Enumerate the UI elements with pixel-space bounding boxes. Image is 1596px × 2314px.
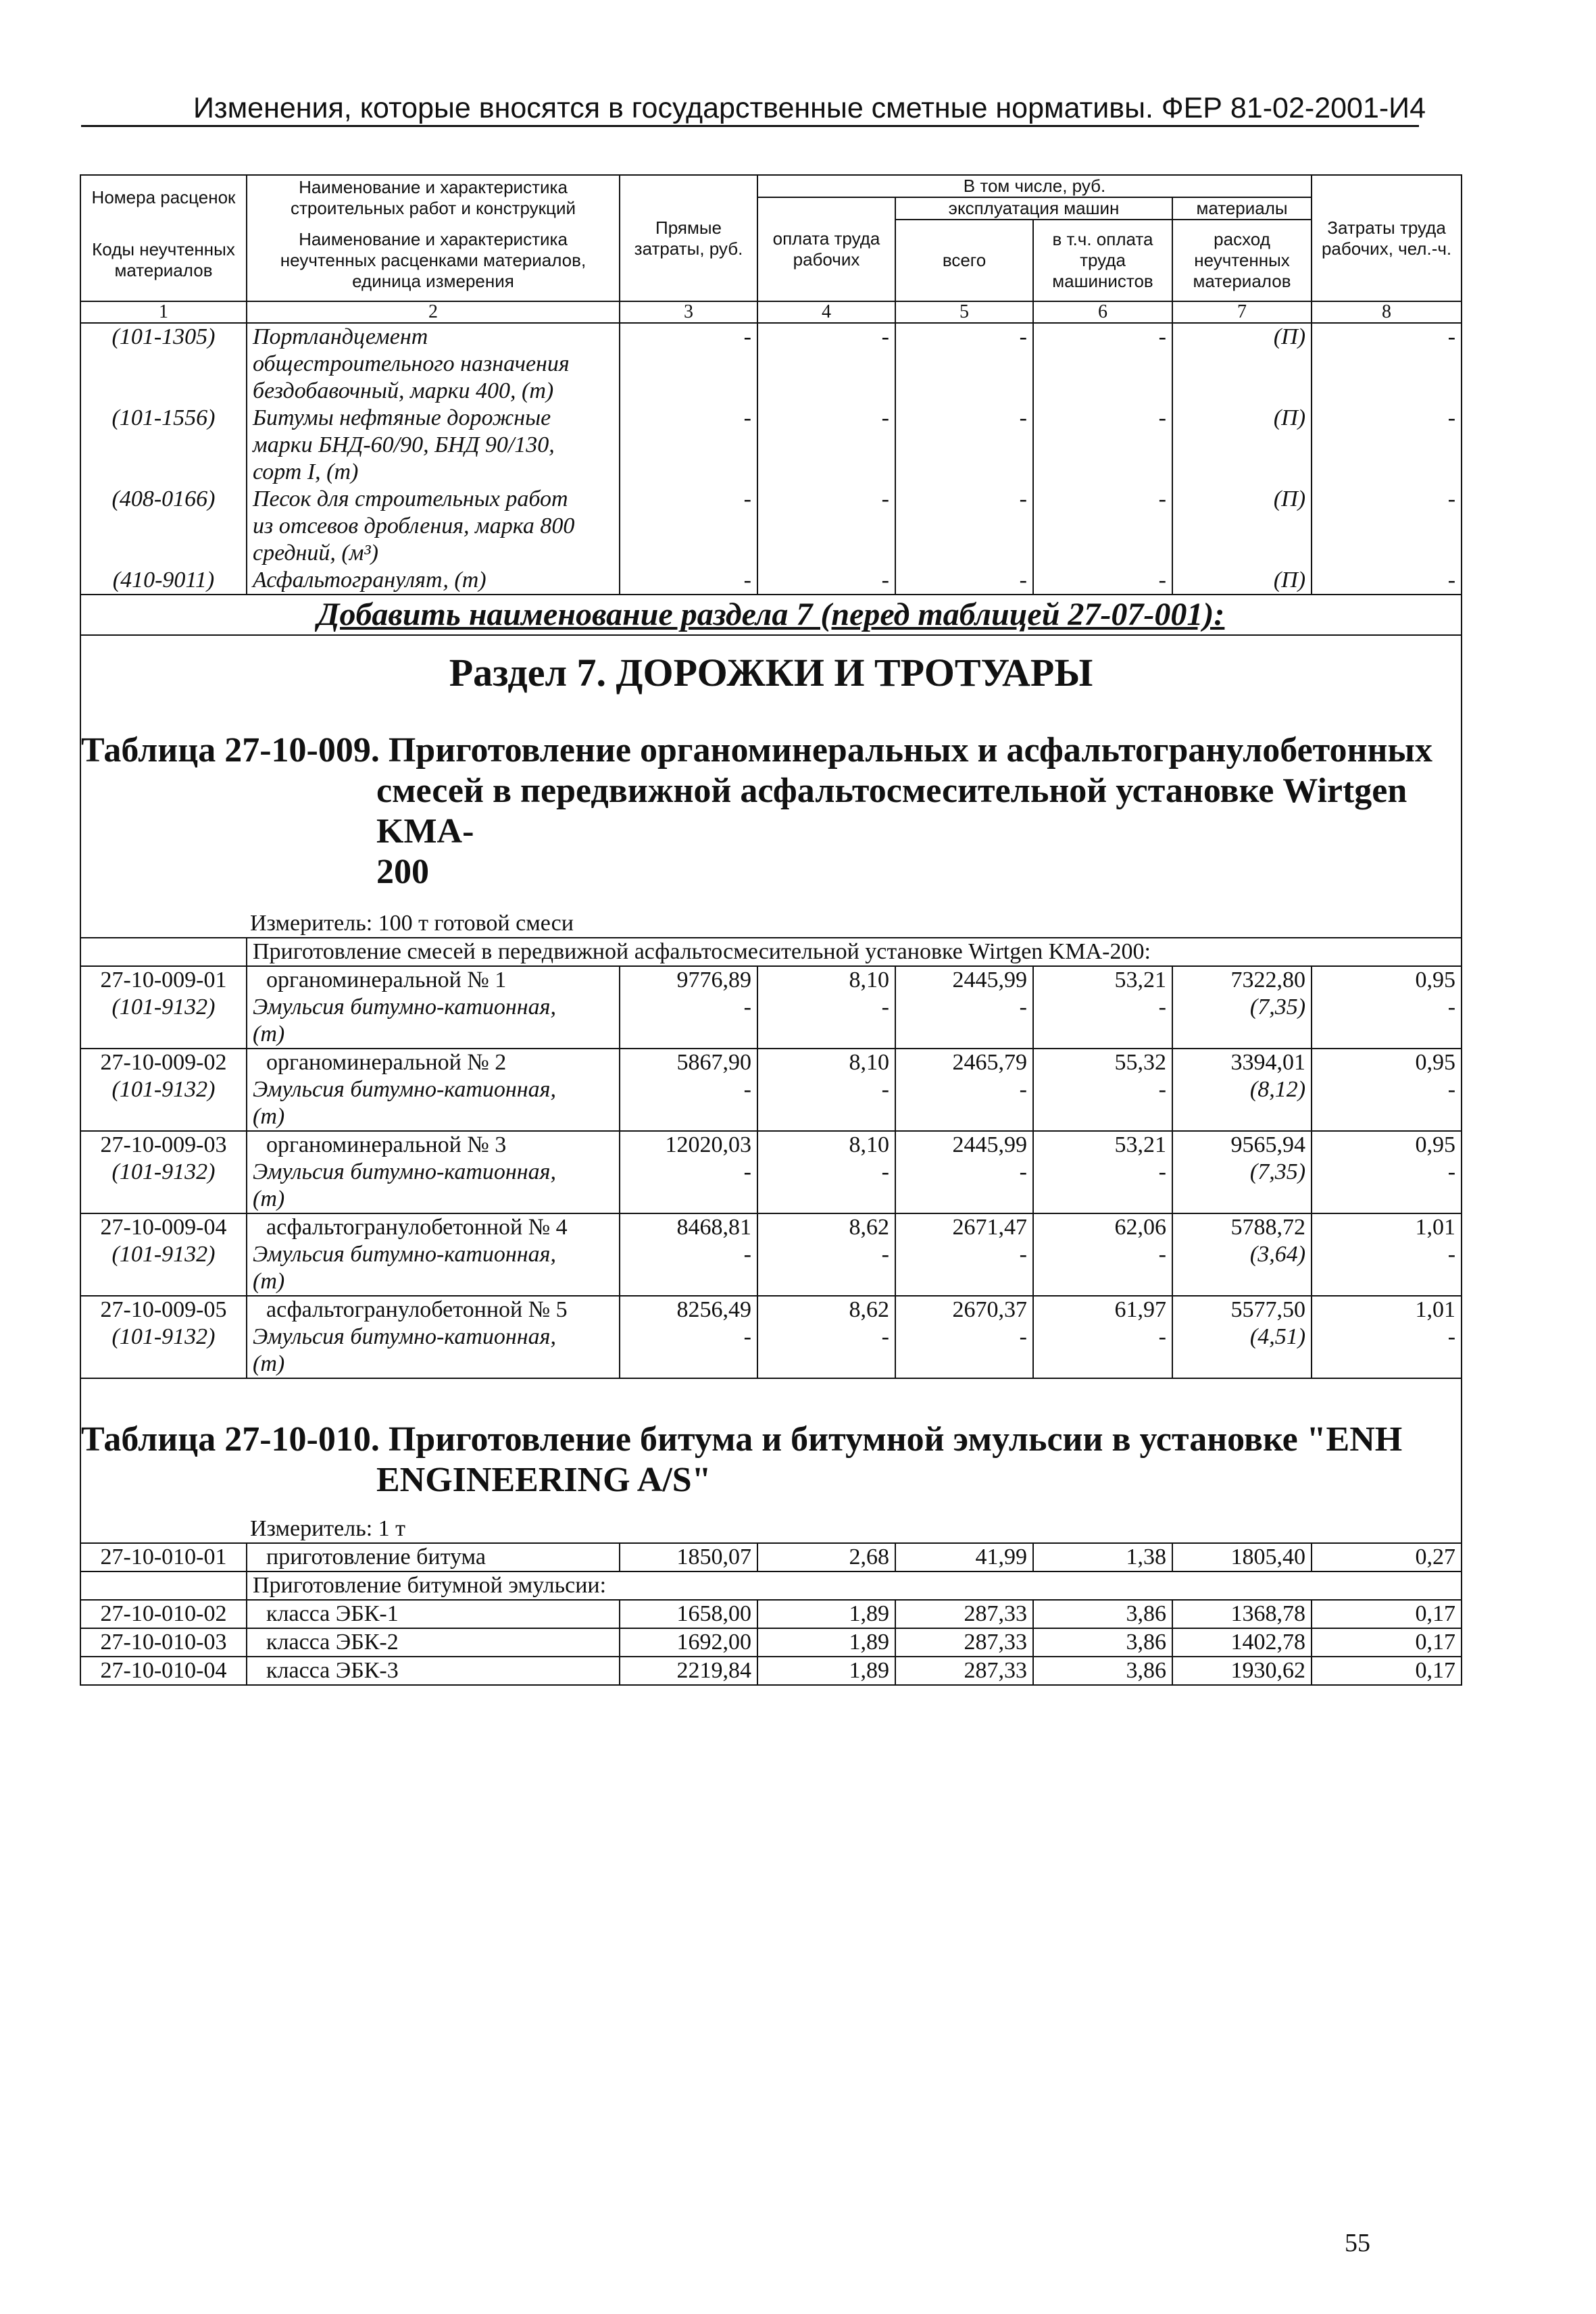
cell: 2670,37 — [895, 1296, 1033, 1324]
cell: 0,17 — [1312, 1600, 1462, 1628]
material-row — [80, 323, 1462, 405]
cell: 61,97 — [1033, 1296, 1172, 1324]
cell: 1,01 — [1312, 1213, 1462, 1241]
cell: 1,89 — [757, 1600, 895, 1628]
cell: - — [1312, 994, 1462, 1049]
cell: - — [757, 486, 895, 567]
material-row — [80, 567, 1462, 595]
col1-header-top: Номера расценок — [80, 175, 247, 220]
material-code: (410-9011) — [80, 567, 247, 595]
material-name: Эмульсия битумно-катионная, (т) — [247, 1076, 620, 1131]
table-row — [80, 1296, 1462, 1324]
cell: 8,10 — [757, 1049, 895, 1076]
cell: 0,17 — [1312, 1628, 1462, 1657]
cell: 1,89 — [757, 1628, 895, 1657]
row-code: 27-10-010-03 — [80, 1628, 247, 1657]
table-row — [80, 1213, 1462, 1241]
machines-header: эксплуатация машин — [895, 197, 1172, 220]
cell: 1930,62 — [1172, 1657, 1312, 1685]
row-name: класса ЭБК-1 — [247, 1600, 620, 1628]
cell: 0,95 — [1312, 1131, 1462, 1159]
cell: - — [620, 994, 757, 1049]
cell: - — [895, 1076, 1033, 1131]
cell: - — [895, 1241, 1033, 1296]
cell: - — [620, 1076, 757, 1131]
cell: (П) — [1172, 567, 1312, 595]
material-name: Асфальтогранулят, (т) — [247, 567, 620, 595]
cell: - — [895, 405, 1033, 486]
table-row — [80, 1657, 1462, 1685]
material-code: (101-1556) — [80, 405, 247, 486]
material-code: (101-1305) — [80, 323, 247, 405]
cell: - — [895, 1324, 1033, 1378]
table2-measure-row — [80, 1501, 1462, 1543]
row-name: органоминеральной № 2 — [247, 1049, 620, 1076]
cell: - — [620, 405, 757, 486]
material-name: Эмульсия битумно-катионная, (т) — [247, 994, 620, 1049]
cell: 5867,90 — [620, 1049, 757, 1076]
cell: - — [757, 1324, 895, 1378]
table2-group-label: Приготовление битумной эмульсии: — [247, 1571, 1462, 1600]
table1-body — [80, 966, 1462, 1378]
table2-body — [80, 1600, 1462, 1685]
material-name: Битумы нефтяные дорожные марки БНД-60/90, БНД 90/130, сорт I, (т) — [247, 405, 620, 486]
header-rule — [81, 125, 1419, 127]
cell: - — [1312, 323, 1462, 405]
cell: 8,62 — [757, 1213, 895, 1241]
row-name: органоминеральной № 3 — [247, 1131, 620, 1159]
cell: 287,33 — [895, 1600, 1033, 1628]
col-number: 8 — [1312, 301, 1462, 323]
col8-header: Затраты труда рабочих, чел.-ч. — [1312, 175, 1462, 301]
cell: - — [1033, 405, 1172, 486]
row-name: органоминеральной № 1 — [247, 966, 620, 994]
empty-cell — [80, 938, 247, 966]
cell: - — [757, 1076, 895, 1131]
cell: (П) — [1172, 323, 1312, 405]
col3-header: Прямые затраты, руб. — [620, 175, 757, 301]
cell: 53,21 — [1033, 1131, 1172, 1159]
material-code: (408-0166) — [80, 486, 247, 567]
add-section-note: Добавить наименование раздела 7 (перед таблицей 27-07-001): — [80, 595, 1462, 635]
col-number: 7 — [1172, 301, 1312, 323]
materials-header: материалы — [1172, 197, 1312, 220]
cell: 1,01 — [1312, 1296, 1462, 1324]
cell: - — [757, 994, 895, 1049]
cell: - — [620, 1241, 757, 1296]
column-numbers-row — [80, 301, 1462, 323]
table-row — [80, 1131, 1462, 1159]
table2-group-row — [80, 1571, 1462, 1600]
running-header: Изменения, которые вносятся в государственные сметные нормативы. ФЕР 81-02-2001-И4 — [193, 92, 1426, 124]
material-row — [80, 1241, 1462, 1296]
cell: - — [620, 486, 757, 567]
cell: (3,64) — [1172, 1241, 1312, 1296]
cell: - — [620, 1324, 757, 1378]
material-code: (101-9132) — [80, 1076, 247, 1131]
table1-title: Таблица 27-10-009. Приготовление органоминеральных и асфальтогранулобетонных смесей в передвижной асфальтосмесительной установке Wirtgen KMA- 200 — [80, 730, 1462, 892]
table2-measure: Измеритель: 1 т — [80, 1501, 1462, 1543]
row-name: асфальтогранулобетонной № 5 — [247, 1296, 620, 1324]
material-code: (101-9132) — [80, 1159, 247, 1213]
cell: - — [1312, 1241, 1462, 1296]
row-name: асфальтогранулобетонной № 4 — [247, 1213, 620, 1241]
table-row — [80, 966, 1462, 994]
cell: 8,10 — [757, 966, 895, 994]
cell: (П) — [1172, 405, 1312, 486]
add-section-row — [80, 595, 1462, 635]
cell: 2671,47 — [895, 1213, 1033, 1241]
material-row — [80, 1324, 1462, 1378]
cell: - — [1312, 1324, 1462, 1378]
cell: 8,62 — [757, 1296, 895, 1324]
cell: 1,89 — [757, 1657, 895, 1685]
cell: - — [1033, 323, 1172, 405]
empty-cell — [80, 1571, 247, 1600]
cell: 1692,00 — [620, 1628, 757, 1657]
cell: - — [1033, 1159, 1172, 1213]
cell: 3,86 — [1033, 1628, 1172, 1657]
cell: - — [1033, 1241, 1172, 1296]
col-number: 5 — [895, 301, 1033, 323]
cell: 8,10 — [757, 1131, 895, 1159]
material-name: Эмульсия битумно-катионная, (т) — [247, 1159, 620, 1213]
col4-header: оплата труда рабочих — [757, 197, 895, 301]
col-number: 2 — [247, 301, 620, 323]
material-row — [80, 1159, 1462, 1213]
cell: 8468,81 — [620, 1213, 757, 1241]
cell: 2465,79 — [895, 1049, 1033, 1076]
cell: 3,86 — [1033, 1600, 1172, 1628]
row-name: класса ЭБК-3 — [247, 1657, 620, 1685]
cell: 287,33 — [895, 1657, 1033, 1685]
cell: (8,12) — [1172, 1076, 1312, 1131]
cell: 1805,40 — [1172, 1543, 1312, 1571]
table-row — [80, 1628, 1462, 1657]
cell: 1850,07 — [620, 1543, 757, 1571]
cell: 1,38 — [1033, 1543, 1172, 1571]
cell: 1402,78 — [1172, 1628, 1312, 1657]
col6-header: в т.ч. оплата труда машинистов — [1033, 220, 1172, 301]
material-name: Эмульсия битумно-катионная, (т) — [247, 1324, 620, 1378]
row-code: 27-10-009-05 — [80, 1296, 247, 1324]
row-name: класса ЭБК-2 — [247, 1628, 620, 1657]
cell: 9776,89 — [620, 966, 757, 994]
material-name: Портландцемент общестроительного назначения бездобавочный, марки 400, (т) — [247, 323, 620, 405]
header-row-1 — [80, 175, 1462, 197]
cell: (7,35) — [1172, 994, 1312, 1049]
cell: (7,35) — [1172, 1159, 1312, 1213]
material-row — [80, 994, 1462, 1049]
cell: - — [1312, 567, 1462, 595]
material-row — [80, 405, 1462, 486]
cell: 9565,94 — [1172, 1131, 1312, 1159]
material-code: (101-9132) — [80, 994, 247, 1049]
row-code: 27-10-010-04 — [80, 1657, 247, 1685]
norms-table — [80, 174, 1462, 1686]
cell: - — [895, 486, 1033, 567]
section-title: Раздел 7. ДОРОЖКИ И ТРОТУАРЫ — [80, 635, 1462, 730]
col1-header-bottom: Коды неучтенных материалов — [80, 220, 247, 301]
cell: - — [757, 405, 895, 486]
table2-title-row — [80, 1378, 1462, 1501]
cell: - — [757, 567, 895, 595]
cell: (П) — [1172, 486, 1312, 567]
cell: 0,95 — [1312, 1049, 1462, 1076]
cell: 0,95 — [1312, 966, 1462, 994]
cell: 12020,03 — [620, 1131, 757, 1159]
material-code: (101-9132) — [80, 1241, 247, 1296]
cell: 0,27 — [1312, 1543, 1462, 1571]
cell: - — [757, 323, 895, 405]
cell: 5788,72 — [1172, 1213, 1312, 1241]
cell: 2445,99 — [895, 1131, 1033, 1159]
cell: 41,99 — [895, 1543, 1033, 1571]
table1-measure: Измеритель: 100 т готовой смеси — [80, 892, 1462, 938]
table1-title-row — [80, 730, 1462, 892]
cell: 2445,99 — [895, 966, 1033, 994]
cell: - — [1312, 486, 1462, 567]
cell: - — [895, 567, 1033, 595]
cell: - — [895, 323, 1033, 405]
cell: - — [620, 323, 757, 405]
cell: 53,21 — [1033, 966, 1172, 994]
row-name: приготовление битума — [247, 1543, 620, 1571]
table-row — [80, 1600, 1462, 1628]
cell: 0,17 — [1312, 1657, 1462, 1685]
group-header: В том числе, руб. — [757, 175, 1312, 197]
section-title-row — [80, 635, 1462, 730]
norms-sheet — [80, 174, 1461, 1686]
row-code: 27-10-009-02 — [80, 1049, 247, 1076]
table2-title: Таблица 27-10-010. Приготовление битума и битумной эмульсии в установке "ENH ENGINEERING A/S" — [80, 1378, 1462, 1501]
row-code: 27-10-009-03 — [80, 1131, 247, 1159]
material-row — [80, 486, 1462, 567]
cell: - — [1033, 486, 1172, 567]
cell: 287,33 — [895, 1628, 1033, 1657]
cell: 5577,50 — [1172, 1296, 1312, 1324]
cell: 1658,00 — [620, 1600, 757, 1628]
col-number: 6 — [1033, 301, 1172, 323]
cell: - — [757, 1159, 895, 1213]
cell: - — [620, 567, 757, 595]
cell: - — [620, 1159, 757, 1213]
cell: 3,86 — [1033, 1657, 1172, 1685]
cell: - — [757, 1241, 895, 1296]
cell: 8256,49 — [620, 1296, 757, 1324]
table-row — [80, 1049, 1462, 1076]
col-number: 4 — [757, 301, 895, 323]
cell: - — [1312, 1159, 1462, 1213]
cell: 2,68 — [757, 1543, 895, 1571]
row-code: 27-10-009-04 — [80, 1213, 247, 1241]
material-row — [80, 1076, 1462, 1131]
cell: - — [1312, 405, 1462, 486]
table1-group-label: Приготовление смесей в передвижной асфальтосмесительной установке Wirtgen KMA-200: — [247, 938, 1462, 966]
cell: 2219,84 — [620, 1657, 757, 1685]
row-code: 27-10-009-01 — [80, 966, 247, 994]
material-code: (101-9132) — [80, 1324, 247, 1378]
col7-header: расход неучтенных материалов — [1172, 220, 1312, 301]
col2-header-top: Наименование и характеристика строительных работ и конструкций — [247, 175, 620, 220]
cell: - — [1312, 1076, 1462, 1131]
cell: - — [1033, 1324, 1172, 1378]
cell: - — [895, 1159, 1033, 1213]
cell: 62,06 — [1033, 1213, 1172, 1241]
col-number: 1 — [80, 301, 247, 323]
cell: - — [1033, 994, 1172, 1049]
cell: 1368,78 — [1172, 1600, 1312, 1628]
cell: - — [895, 994, 1033, 1049]
cell: (4,51) — [1172, 1324, 1312, 1378]
table1-measure-row — [80, 892, 1462, 938]
row-code: 27-10-010-01 — [80, 1543, 247, 1571]
table1-group-row — [80, 938, 1462, 966]
col2-header-bottom: Наименование и характеристика неучтенных расценками материалов, единица измерения — [247, 220, 620, 301]
cell: 55,32 — [1033, 1049, 1172, 1076]
row-code: 27-10-010-02 — [80, 1600, 247, 1628]
cell: - — [1033, 1076, 1172, 1131]
page-number: 55 — [1345, 2229, 1370, 2257]
col-number: 3 — [620, 301, 757, 323]
table-row — [80, 1543, 1462, 1571]
cell: - — [1033, 567, 1172, 595]
col5-header: всего — [895, 220, 1033, 301]
cell: 3394,01 — [1172, 1049, 1312, 1076]
material-name: Песок для строительных работ из отсевов дробления, марка 800 средний, (м³) — [247, 486, 620, 567]
cell: 7322,80 — [1172, 966, 1312, 994]
material-name: Эмульсия битумно-катионная, (т) — [247, 1241, 620, 1296]
